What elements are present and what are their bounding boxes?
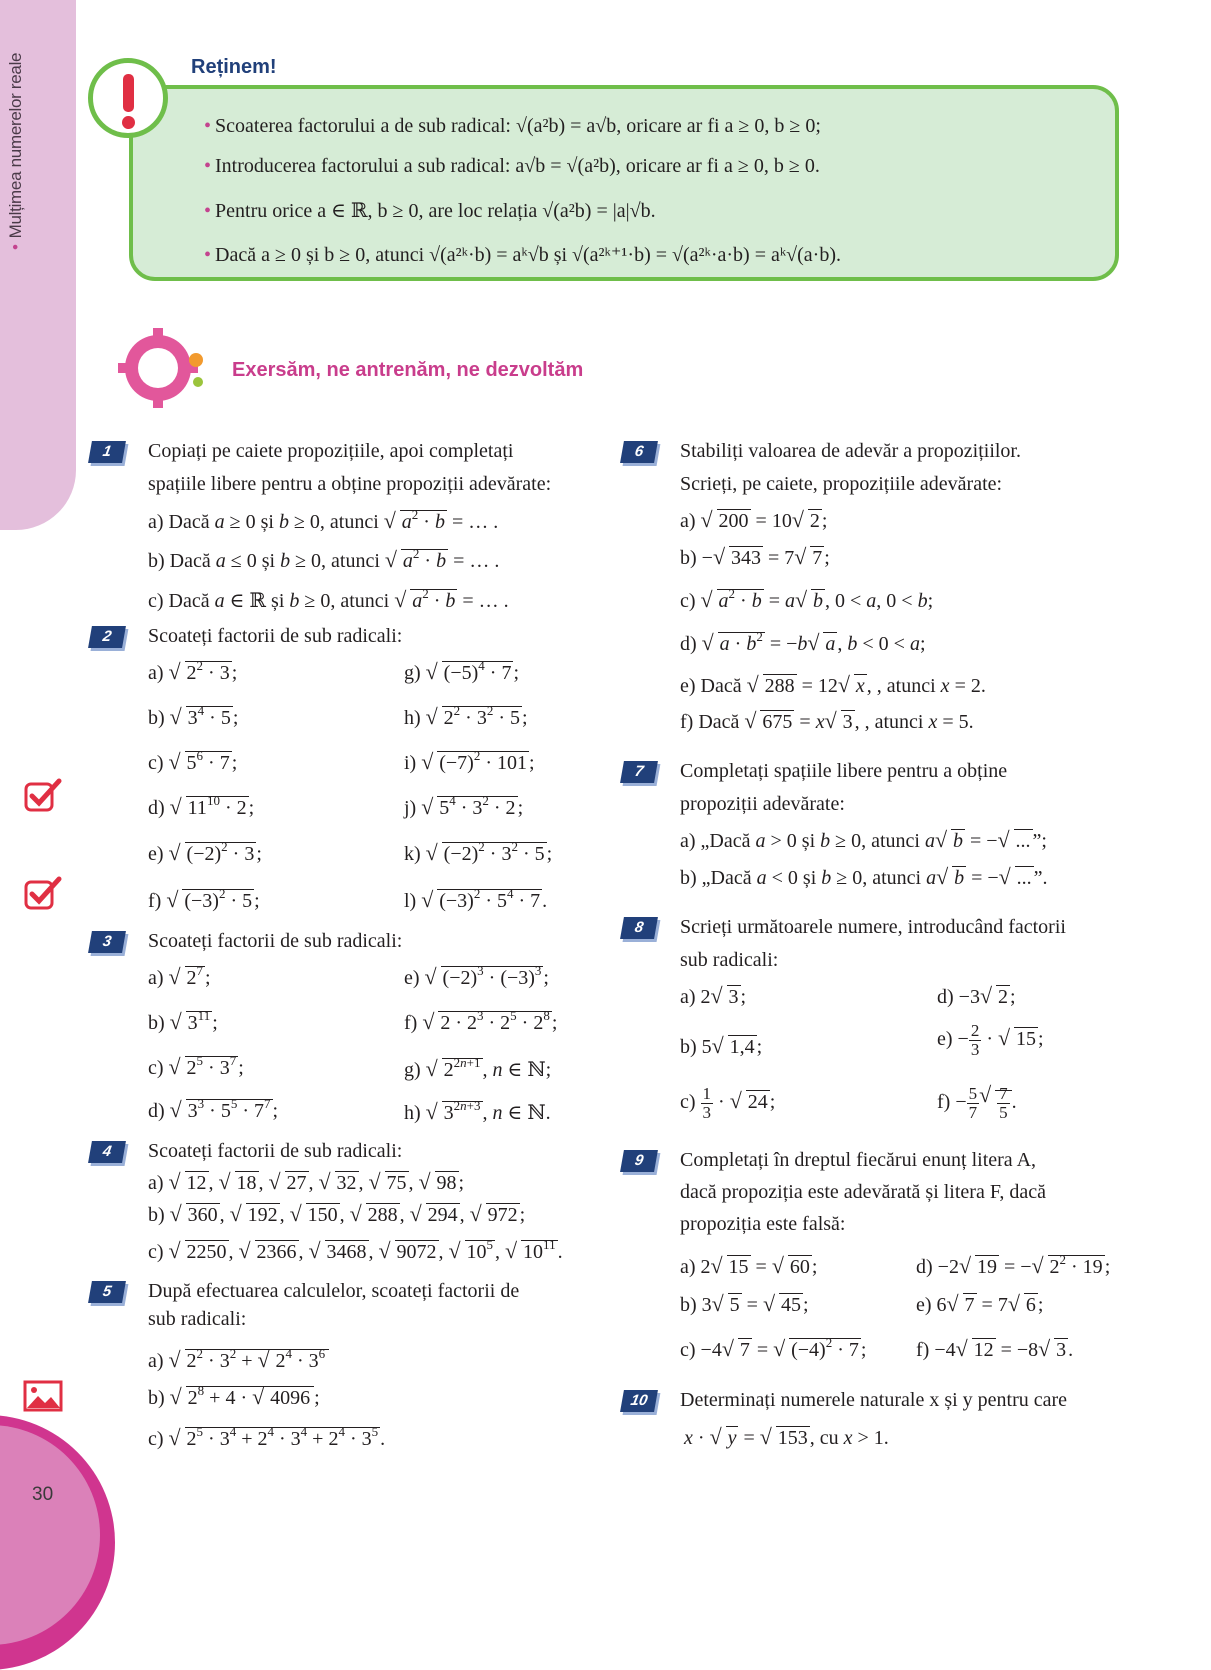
exercise-text: propoziția este falsă: [680,1213,846,1235]
exercise-item: b) „Dacă a < 0 și b ≥ 0, atunci a√ b = −√ ... ”. [680,867,1048,890]
exercise-item: d) √ $11^{10} \cdot 2$ ; [148,797,254,820]
exercise-number: 4 [88,1141,126,1163]
exercise-item: c) √ $2^5 \cdot 3^7$ ; [148,1057,244,1080]
exercise-item: c) $\frac{1}{3}$ · √ 24 ; [680,1085,775,1122]
section-title: Exersăm, ne antrenăm, ne dezvoltăm [232,359,584,381]
exclamation-icon [88,58,168,138]
exercise-text: Scrieți, pe caiete, propozițiile adevărate: [680,473,1003,495]
exercise-item: c) −4√ 7 = √ $(-4)^2 \cdot 7$ ; [680,1339,866,1362]
exercise-item: e) 6√ 7 = 7√ 6 ; [916,1294,1043,1317]
exercise-text: dacă propoziția este adevărată și litera F, dacă [680,1181,1046,1203]
exercise-item: a) √ $2^2 \cdot 3^2$ + √ $2^4 \cdot 3^6$ [148,1350,329,1373]
exercise-item: d) −3√ 2 ; [937,986,1016,1009]
exercise-item: b) √ $3^{11}$ ; [148,1012,218,1035]
exercise-item: i) √ $(-7)^2 \cdot 101$ ; [404,752,535,775]
exercise-item: b) √ $3^4 \cdot 5$ ; [148,707,238,730]
exercise-item: b) Dacă a ≤ 0 și b ≥ 0, atunci √ $a^2 \cdot b$ = … . [148,550,499,573]
rule-line: • Pentru orice a ∈ ℝ, b ≥ 0, are loc relația √(a²b) = |a|√b. [204,200,656,222]
exercise-item: c) √ $2^5 \cdot 3^4 + 2^4 \cdot 3^4 + 2^4 \cdot 3^5$ . [148,1428,385,1451]
exercise-item: b) −√ 343 = 7√ 7 ; [680,547,830,570]
exercise-item: a) 2√ 15 = √ 60 ; [680,1256,817,1279]
exercise-item: b) 5√ 1,4 ; [680,1036,762,1059]
exercise-number: 8 [620,917,658,939]
rule-line: • Scoaterea factorului a de sub radical: √(a²b) = a√b, oricare ar fi a ≥ 0, b ≥ 0; [204,115,821,137]
exercise-item: f) √ $2 \cdot 2^3 \cdot 2^5 \cdot 2^8$ ; [404,1012,557,1035]
rule-line: • Dacă a ≥ 0 și b ≥ 0, atunci √(a²ᵏ·b) = aᵏ√b și √(a²ᵏ⁺¹·b) = √(a²ᵏ·a·b) = aᵏ√(a·b). [204,244,841,266]
exercise-item: e) − $\frac{2}{3}$ · √ 15 ; [937,1022,1044,1059]
checkbox-icon [23,778,63,814]
exercise-text: Stabiliți valoarea de adevăr a propozițiilor. [680,440,1021,462]
exercise-item: g) √ $(-5)^4 \cdot 7$ ; [404,662,519,685]
exercise-item: d) √ $3^3 \cdot 5^5 \cdot 7^7$ ; [148,1100,278,1123]
exercise-item: a) √ 200 = 10√ 2 ; [680,510,827,533]
checkbox-icon [23,876,63,912]
exercise-text: spațiile libere pentru a obține propoziții adevărate: [148,473,552,495]
exercise-item: f) √ $(-3)^2 \cdot 5$ ; [148,890,260,913]
exercise-text: Determinați numerele naturale x și y pentru care [680,1389,1068,1411]
exercise-item: a) √ 12 , √ 18 , √ 27 , √ 32 , √ 75 , √ 98 ; [148,1172,464,1195]
exercise-item: x · √ y = √ 153 , cu x > 1. [684,1427,889,1450]
exercise-number: 2 [88,626,126,648]
exercise-item: d) √ $a \cdot b^2 = -b√$ a , b < 0 < a; [680,633,926,656]
exercise-item: c) √ $a^2 \cdot b = a√$ b , 0 < a, 0 < b; [680,590,933,613]
exercise-item: k) √ $(-2)^2 \cdot 3^2 \cdot 5$ ; [404,843,552,866]
exercise-item: a) 2√ 3 ; [680,986,746,1009]
exercise-item: d) −2√ 19 = −√ $2^2 \cdot 19$ ; [916,1256,1110,1279]
exercise-number: 6 [620,441,658,463]
exercise-number: 9 [620,1150,658,1172]
exercise-number: 3 [88,931,126,953]
exercise-text: Scoateți factorii de sub radicali: [148,930,403,952]
exercise-item: e) √ $(-2)^3 \cdot (-3)^3$ ; [404,967,549,990]
exercise-text: propoziții adevărate: [680,793,845,815]
exercise-item: a) „Dacă a > 0 și b ≥ 0, atunci a√ b = −√ ... ”; [680,830,1047,853]
exercise-text: Scrieți următoarele numere, introducând factorii [680,916,1066,938]
exercise-item: f) −4√ 12 = −8√ 3 . [916,1339,1073,1362]
image-icon [23,1378,63,1414]
exercise-item: c) √ 2250 , √ 2366 , √ 3468 , √ 9072 , √ $10^5$ , √ $10^{11}$ . [148,1241,563,1264]
exercise-number: 1 [88,441,126,463]
exercise-text: După efectuarea calculelor, scoateți factorii de [148,1280,520,1302]
exercise-item: h) √ $2^2 \cdot 3^2 \cdot 5$ ; [404,707,528,730]
exercise-item: b) 3√ 5 = √ 45 ; [680,1294,809,1317]
retinem-title: Reținem! [191,56,277,78]
exercise-item: e) √ $(-2)^2 \cdot 3$ ; [148,843,262,866]
exercise-text: Copiați pe caiete propozițiile, apoi completați [148,440,514,462]
exercise-item: a) Dacă a ≥ 0 și b ≥ 0, atunci √ $a^2 \cdot b$ = … . [148,511,498,534]
exercise-item: j) √ $5^4 \cdot 3^2 \cdot 2$ ; [404,797,523,820]
exercise-item: e) Dacă √ 288 = 12√ x , , atunci x = 2. [680,675,986,698]
exercise-text: sub radicali: [680,949,779,971]
exercise-item: a) √ $2^2 \cdot 3$ ; [148,662,237,685]
exercise-text: Completați în dreptul fiecărui enunț litera A, [680,1149,1037,1171]
rule-line: • Introducerea factorului a sub radical: a√b = √(a²b), oricare ar fi a ≥ 0, b ≥ 0. [204,155,820,177]
exercise-number: 5 [88,1281,126,1303]
gears-icon [118,322,204,408]
exercise-item: g) √ $2^{2n+1}$ , n ∈ ℕ; [404,1057,551,1082]
exercise-item: b) √ 360 , √ 192 , √ 150 , √ 288 , √ 294 , √ 972 ; [148,1204,525,1227]
exercise-text: sub radicali: [148,1308,247,1330]
exercise-text: Scoateți factorii de sub radicali: [148,625,403,647]
chapter-label: •Mulțimea numerelor reale [6,52,25,250]
exercise-item: c) √ $5^6 \cdot 7$ ; [148,752,237,775]
exercise-item: h) √ $3^{2n+3}$ , n ∈ ℕ. [404,1100,551,1125]
exercise-number: 7 [620,761,658,783]
exercise-text: Completați spațiile libere pentru a obține [680,760,1008,782]
exercise-text: Scoateți factorii de sub radicali: [148,1140,403,1162]
exercise-item: f) − $\frac{5}{7}$ √ $\frac{7}{5}$ . [937,1085,1017,1122]
exercise-item: c) Dacă a ∈ ℝ și b ≥ 0, atunci √ $a^2 \cdot b$ = … . [148,588,509,613]
exercise-item: l) √ $(-3)^2 \cdot 5^4 \cdot 7$ . [404,890,547,913]
page-number: 30 [32,1484,54,1505]
exercise-item: f) Dacă √ 675 = x√ 3 , , atunci x = 5. [680,711,974,734]
exercise-item: b) √ $2^8 + 4$ · √ 4096 ; [148,1387,320,1410]
exercise-item: a) √ $2^7$ ; [148,967,211,990]
exercise-number: 10 [620,1390,658,1412]
